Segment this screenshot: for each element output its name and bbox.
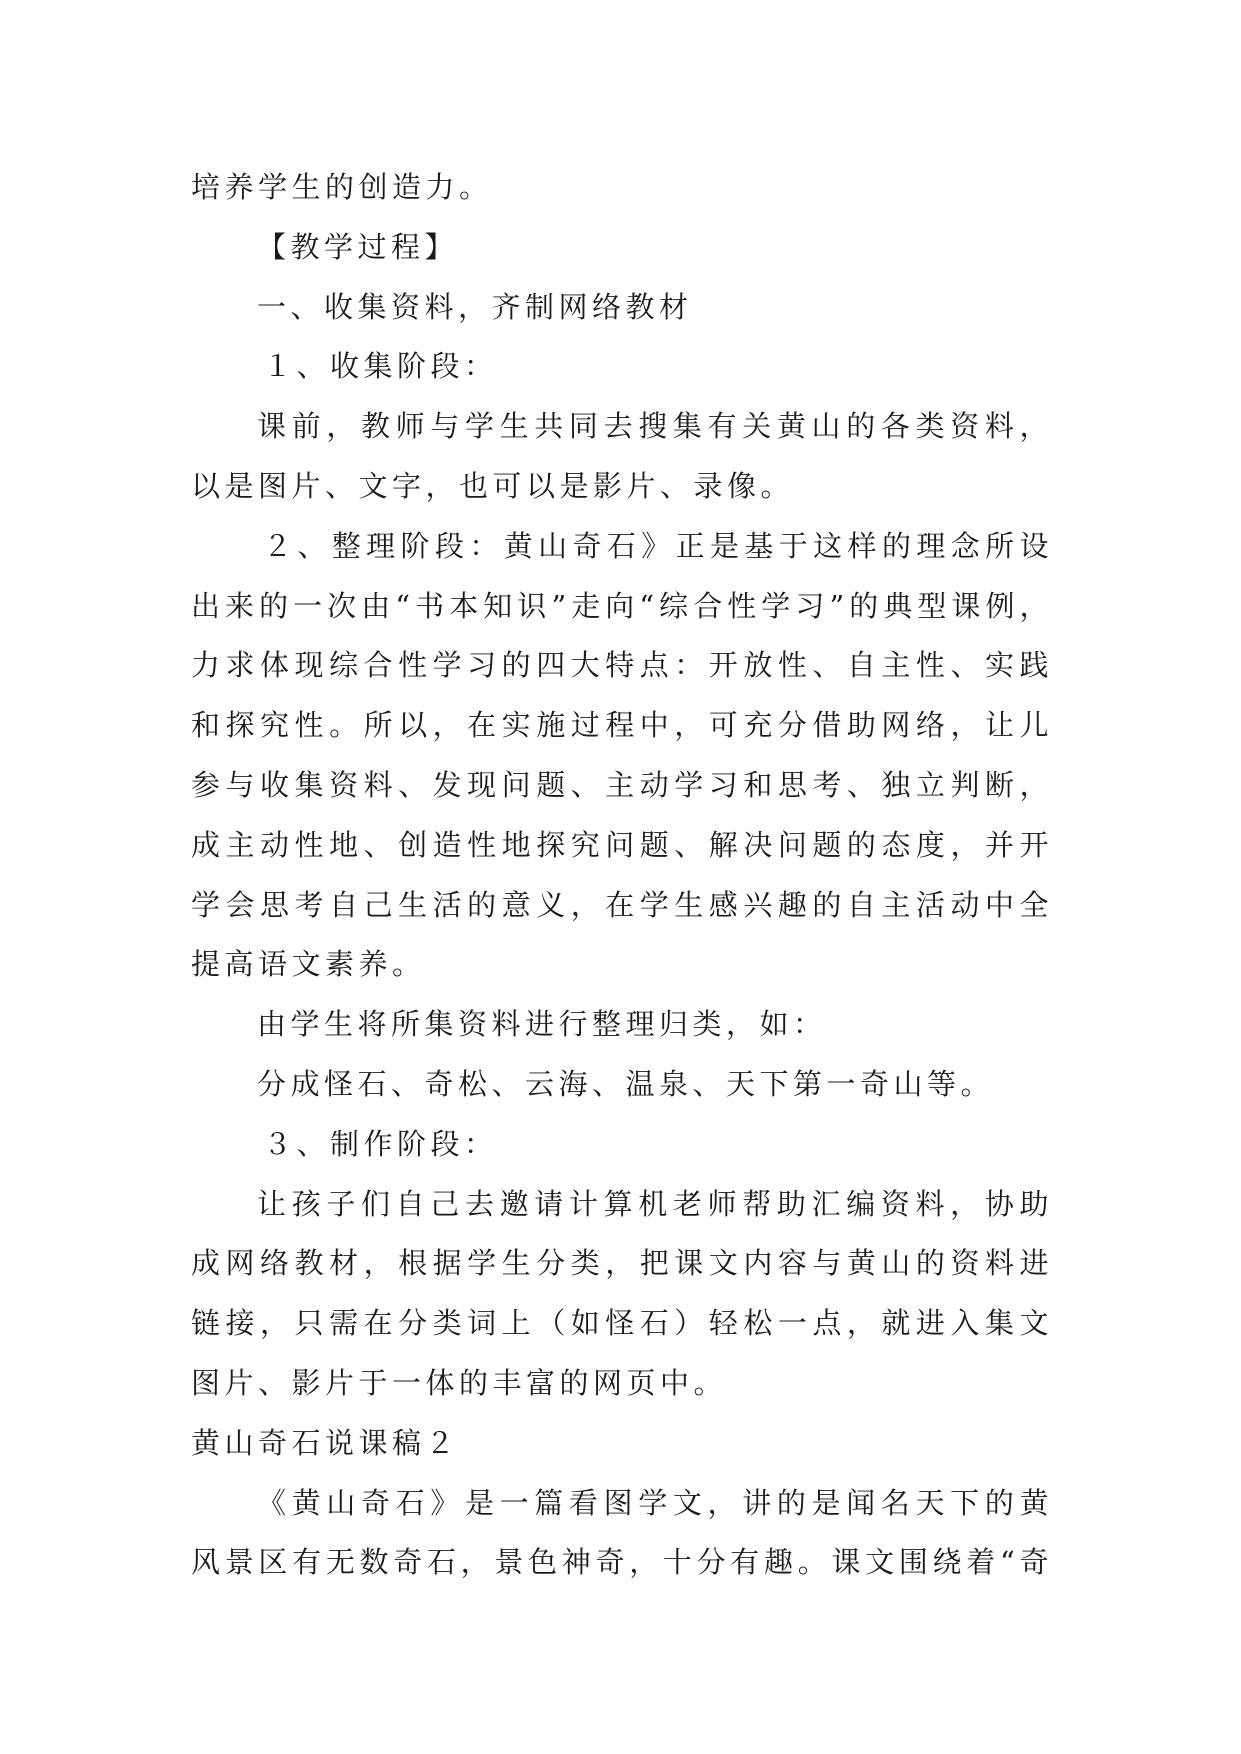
step-heading: ２、整理阶段：黄山奇石》正是基于这样的理念所设 [263,528,1053,563]
step-heading: １、收集阶段： [263,349,498,384]
document-title: 黄山奇石说课稿２ [191,1425,460,1460]
text-line: 《黄山奇石》是一篇看图学文，讲的是闻名天下的黄 [257,1485,1053,1520]
text-line: 出来的一次由“书本知识”走向“综合性学习”的典型课例， [191,588,1053,623]
text-line: 让孩子们自己去邀请计算机老师帮助汇编资料，协助 [257,1186,1053,1221]
text-line: 成网络教材，根据学生分类，把课文内容与黄山的资料进 [191,1246,1053,1281]
text-line: 提高语文素养。 [191,947,426,982]
text-line: 以是图片、文字，也可以是影片、录像。 [191,468,795,503]
body-text [191,158,1053,1593]
text-line: 力求体现综合性学习的四大特点：开放性、自主性、实践 [191,648,1053,683]
step-heading: ３、制作阶段： [263,1126,498,1161]
text-line: 成主动性地、创造性地探究问题、解决问题的态度，并开 [191,827,1053,862]
text-line: 图片、影片于一体的丰富的网页中。 [191,1365,728,1400]
text-line: 参与收集资料、发现问题、主动学习和思考、独立判断， [191,767,1053,802]
subheading: 一、收集资料，齐制网络教材 [257,289,693,324]
text-line: 课前，教师与学生共同去搜集有关黄山的各类资料， [257,409,1053,444]
text-line: 和探究性。所以，在实施过程中，可充分借助网络，让儿 [191,708,1053,743]
text-line: 风景区有无数奇石，景色神奇，十分有趣。课文围绕着“奇 [191,1545,1053,1580]
text-line: 链接，只需在分类词上（如怪石）轻松一点，就进入集文 [191,1306,1053,1341]
section-heading: 【教学过程】 [257,229,459,264]
text-line: 分成怪石、奇松、云海、温泉、天下第一奇山等。 [257,1066,995,1101]
text-line: 学会思考自己生活的意义，在学生感兴趣的自主活动中全 [191,887,1053,922]
text-line: 由学生将所集资料进行整理归类，如： [257,1007,827,1042]
text-line: 培养学生的创造力。 [191,170,493,204]
